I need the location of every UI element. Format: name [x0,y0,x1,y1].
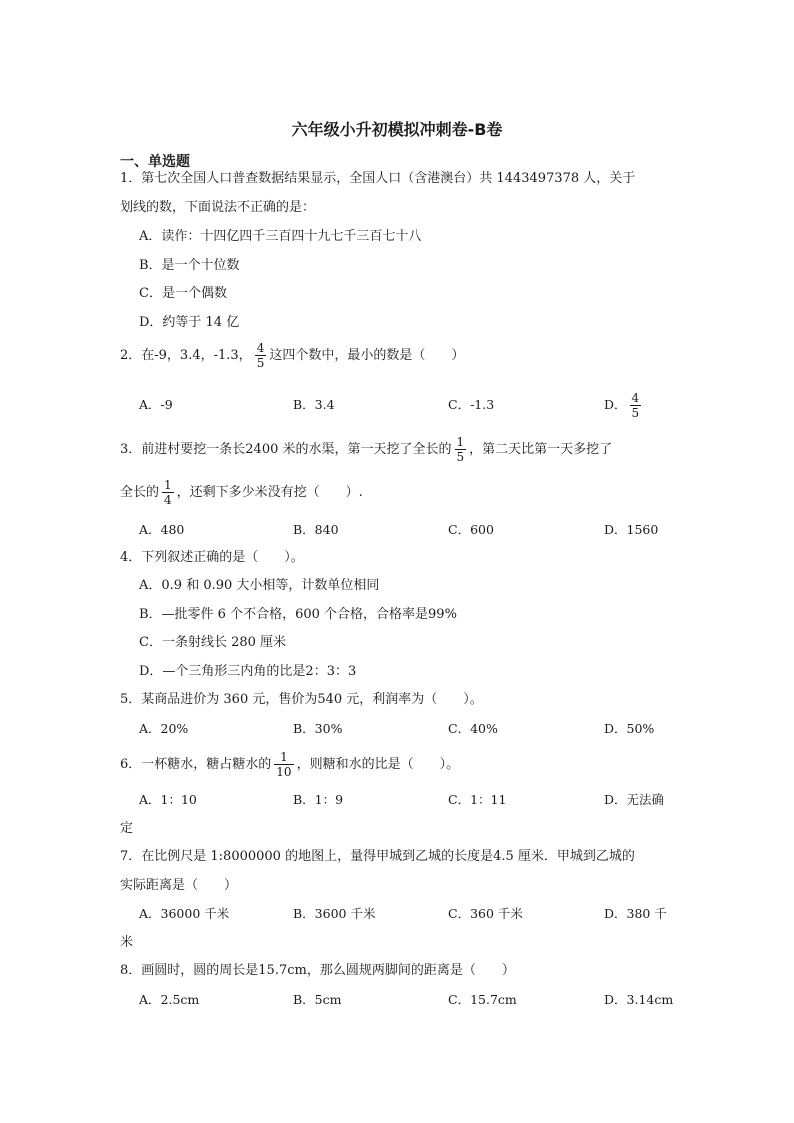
q8-stem: 8．画圆时，圆的周长是15.7cm，那么圆规两脚间的距离是（ ） [120,963,515,978]
q2-option-d-label: D． [604,397,627,412]
q7-stem-line1: 7．在比例尺是 1:8000000 的地图上，量得甲城到乙城的长度是4.5 厘米．甲城到乙城的 [120,849,635,864]
q3-stem-line2 [120,476,680,510]
q3-stem-line1 [120,433,680,467]
q3-fraction-2-den: 4 [164,493,172,507]
q2-fraction [255,341,267,370]
q5-stem: 5．某商品进价为 360 元，售价为540 元，利润率为（ ）。 [120,692,483,707]
q7-option-c: C．360 千米 [448,906,523,921]
q5-option-a: A．20% [139,721,189,736]
q2-stem-pre: 2．在-9，3.4，-1.3， [120,348,252,363]
q1-option-d: D．约等于 14 亿 [139,315,240,330]
page-title: 六年级小升初模拟冲刺卷-B卷 [291,120,503,139]
q8-option-a: A．2.5cm [139,992,200,1007]
q6-option-d-wrap: 定 [120,821,134,836]
q5-option-b: B．30% [293,721,343,736]
q3-option-d: D．1560 [604,522,659,537]
q2-option-d-den: 5 [631,406,640,420]
q2-option-d-fraction [630,391,642,420]
q3-fraction-1-num: 1 [456,435,465,449]
q3-fraction-2 [162,478,174,507]
q3-fraction-1-den: 5 [456,450,465,464]
q8-option-c: C．15.7cm [448,992,517,1007]
q2-fraction-num: 4 [256,341,265,355]
q3-option-a: A．480 [139,522,185,537]
q7-option-b: B．3600 千米 [293,906,376,921]
section-heading: 一、单选题 [120,154,190,170]
q6-stem-post: ，则糖和水的比是（ ）。 [296,757,460,772]
q6-option-d: D．无法确 [604,792,665,807]
q3-stem-pre1: 3．前进村要挖一条长2400 米的水渠，第一天挖了全长的 [120,442,452,457]
q3-option-b: B．840 [293,522,339,537]
q1-option-c: C．是一个偶数 [139,286,227,301]
q1-option-b: B．是一个十位数 [139,258,240,273]
q2-option-a: A．-9 [139,397,173,412]
q8-option-d: D．3.14cm [604,992,674,1007]
q2-option-b: B．3.4 [293,397,335,412]
q5-option-c: C．40% [448,721,498,736]
q5-option-d: D．50% [604,721,655,736]
q3-stem-pre2: 全长的 [120,485,160,500]
q4-option-b: B．—批零件 6 个不合格，600 个合格，合格率是99% [139,607,457,622]
q3-stem-post1: ，第二天比第一天多挖了 [469,442,613,457]
q1-stem-line2: 划线的数，下面说法不正确的是： [120,200,316,215]
q6-option-c: C．1：11 [448,792,507,807]
q6-stem-pre: 6．一杯糖水，糖占糖水的 [120,757,272,772]
q6-stem [120,748,680,782]
q4-option-a: A．0.9 和 0.90 大小相等，计数单位相同 [139,578,380,593]
q2-stem [120,339,680,373]
q2-stem-post: 这四个数中，最小的数是（ ） [269,348,465,363]
q6-option-a: A．1：10 [139,792,197,807]
q1-option-a: A．读作：十四亿四千三百四十九七千三百七十八 [139,229,422,244]
q8-option-b: B．5cm [293,992,342,1007]
q6-option-b: B．1：9 [293,792,344,807]
q2-option-c: C．-1.3 [448,397,495,412]
q7-stem-line2: 实际距离是（ ） [120,878,238,893]
q4-option-d: D．—个三角形三内角的比是2：3：3 [139,664,357,679]
q3-option-c: C．600 [448,522,494,537]
q1-stem-line1: 1．第七次全国人口普查数据结果显示，全国人口（含港澳台）共 1443497378 人，关于 [120,171,636,186]
q4-stem: 4．下列叙述正确的是（ ）。 [120,550,304,565]
q4-option-c: C．一条射线长 280 厘米 [139,635,287,650]
q6-fraction-den: 10 [276,765,292,779]
q7-option-d: D．380 千 [604,906,667,921]
q7-option-d-wrap: 米 [120,935,134,950]
q2-option-d [604,388,644,422]
q3-stem-post2: ，还剩下多少米没有挖（ ）. [176,485,363,500]
q3-fraction-2-num: 1 [164,478,172,492]
q2-option-d-num: 4 [631,391,640,405]
q7-option-a: A．36000 千米 [139,906,230,921]
q6-fraction-num: 1 [280,750,288,764]
q3-fraction-1 [455,435,467,464]
q6-fraction [274,750,293,779]
q2-fraction-den: 5 [256,356,265,370]
